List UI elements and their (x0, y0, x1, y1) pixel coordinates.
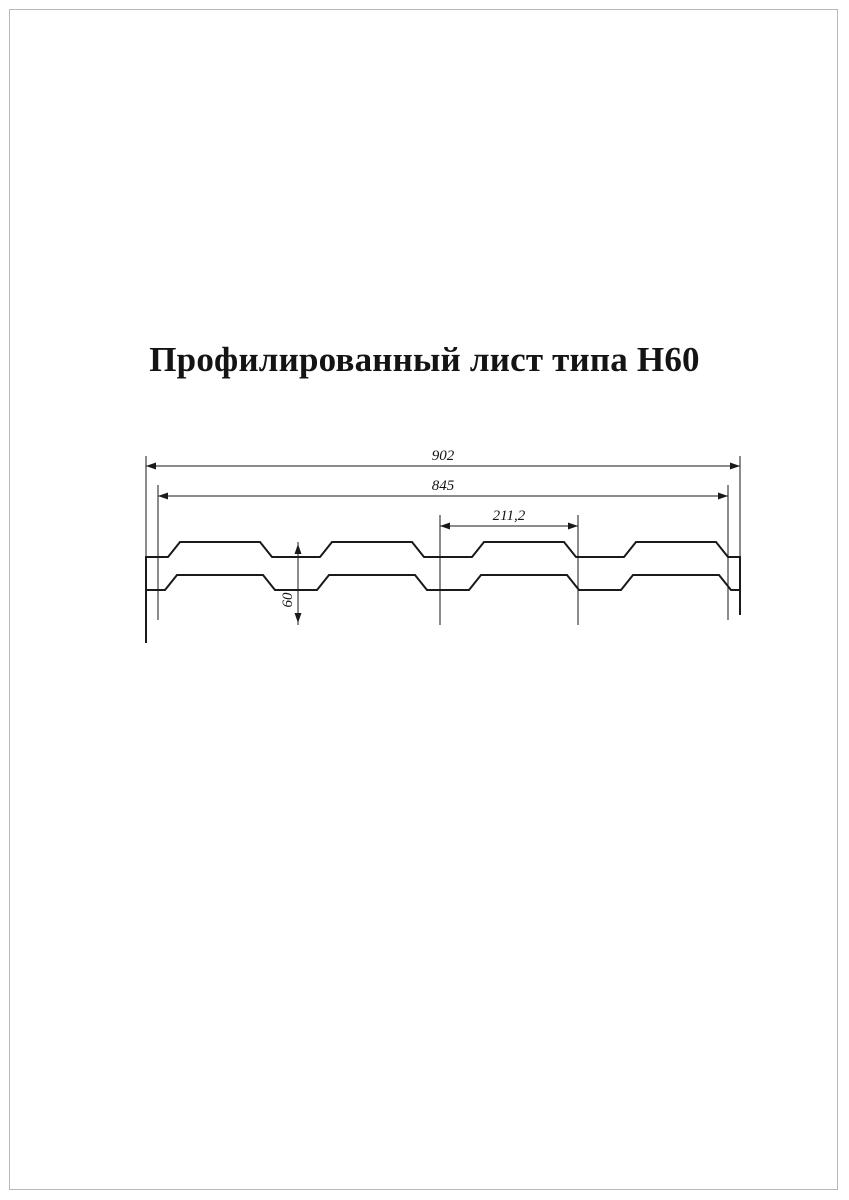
dimension-label-overall-width: 902 (431, 448, 455, 464)
dimension-label-working-width: 845 (431, 478, 455, 494)
dimension-60 (280, 542, 302, 625)
dimension-211-2 (440, 508, 578, 530)
page-title: Профилированный лист типа Н60 (149, 340, 700, 379)
profile-ends (146, 557, 740, 590)
dimension-845 (158, 478, 728, 500)
dimension-label-height: 60 (280, 592, 296, 608)
dimension-902 (146, 448, 740, 470)
dimension-label-rib-pitch: 211,2 (492, 508, 526, 524)
technical-drawing (120, 430, 760, 680)
profile-outline (146, 542, 740, 643)
